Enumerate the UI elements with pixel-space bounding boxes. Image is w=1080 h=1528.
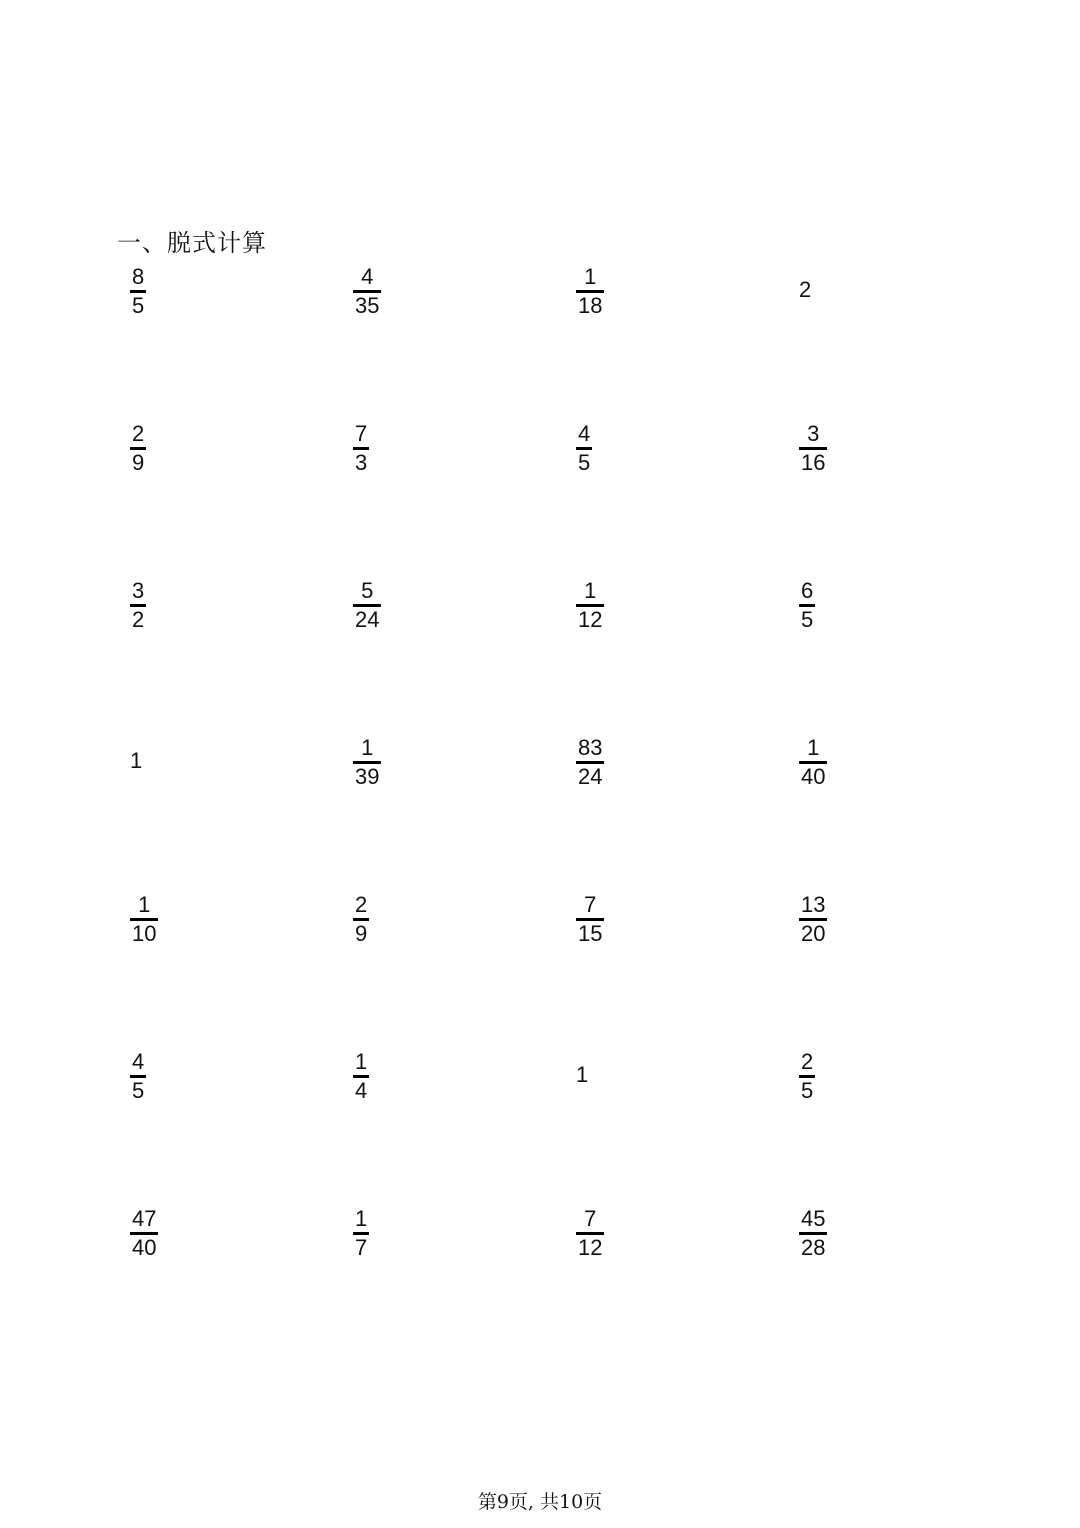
answer-fraction <box>130 265 146 318</box>
answer-whole-number: 2 <box>799 277 812 302</box>
fraction-denominator: 16 <box>801 449 826 475</box>
fraction-numerator: 2 <box>132 421 145 446</box>
answer-item <box>130 579 146 639</box>
answer-item <box>130 422 146 482</box>
fraction-denominator: 40 <box>132 1234 157 1260</box>
fraction-numerator: 2 <box>355 892 368 917</box>
answer-item <box>799 579 815 639</box>
fraction-denominator: 5 <box>578 449 591 475</box>
answer-item <box>576 422 592 482</box>
answer-item <box>130 736 142 796</box>
answer-item <box>130 265 146 325</box>
fraction-numerator: 2 <box>801 1049 814 1074</box>
answer-fraction <box>576 736 604 789</box>
fraction-numerator: 4 <box>132 1049 145 1074</box>
fraction-denominator: 15 <box>578 920 603 946</box>
fraction-numerator: 1 <box>361 735 374 760</box>
answer-item <box>130 1207 158 1267</box>
fraction-denominator: 12 <box>578 606 603 632</box>
answer-fraction <box>130 579 146 632</box>
fraction-numerator: 7 <box>355 421 368 446</box>
answer-fraction <box>353 1207 369 1260</box>
answer-item <box>353 1050 369 1110</box>
fraction-denominator: 18 <box>578 292 603 318</box>
answer-item <box>799 736 827 796</box>
answer-fraction <box>353 579 381 632</box>
answer-item <box>353 893 369 953</box>
answer-item <box>130 893 158 953</box>
fraction-numerator: 5 <box>361 578 374 603</box>
fraction-denominator: 24 <box>355 606 380 632</box>
fraction-denominator: 5 <box>801 606 814 632</box>
fraction-numerator: 3 <box>807 421 820 446</box>
answer-item <box>353 736 381 796</box>
fraction-denominator: 5 <box>801 1077 814 1103</box>
answer-whole-number: 1 <box>576 1062 589 1087</box>
answer-fraction <box>353 893 369 946</box>
fraction-numerator: 1 <box>584 264 597 289</box>
answer-item <box>353 579 381 639</box>
answer-fraction <box>130 422 146 475</box>
answer-fraction <box>353 422 369 475</box>
answer-item <box>799 1207 827 1267</box>
fraction-numerator: 7 <box>584 1206 597 1231</box>
answer-fraction <box>353 265 381 318</box>
answer-item <box>576 265 604 325</box>
answer-item <box>130 1050 146 1110</box>
answer-item <box>353 1207 369 1267</box>
fraction-numerator: 4 <box>578 421 591 446</box>
fraction-numerator: 7 <box>584 892 597 917</box>
section-heading: 一、脱式计算 <box>117 229 267 257</box>
answer-fraction <box>130 1050 146 1103</box>
answer-item <box>576 579 604 639</box>
fraction-numerator: 4 <box>361 264 374 289</box>
answer-fraction <box>130 1207 158 1260</box>
fraction-denominator: 24 <box>578 763 603 789</box>
answer-fraction <box>576 893 604 946</box>
fraction-denominator: 20 <box>801 920 826 946</box>
answer-fraction <box>576 1207 604 1260</box>
fraction-numerator: 1 <box>584 578 597 603</box>
fraction-numerator: 6 <box>801 578 814 603</box>
fraction-numerator: 1 <box>355 1049 368 1074</box>
page-footer: 第9页, 共10页 <box>477 1491 603 1513</box>
fraction-denominator: 28 <box>801 1234 826 1260</box>
answer-fraction <box>130 893 158 946</box>
fraction-denominator: 12 <box>578 1234 603 1260</box>
fraction-numerator: 47 <box>132 1206 157 1231</box>
fraction-denominator: 40 <box>801 763 826 789</box>
fraction-numerator: 1 <box>807 735 820 760</box>
answer-item <box>799 893 827 953</box>
answer-item <box>353 422 369 482</box>
answer-item <box>353 265 381 325</box>
fraction-denominator: 3 <box>355 449 368 475</box>
fraction-numerator: 13 <box>801 892 826 917</box>
answer-item <box>799 1050 815 1110</box>
fraction-numerator: 1 <box>355 1206 368 1231</box>
fraction-denominator: 2 <box>132 606 145 632</box>
fraction-denominator: 9 <box>132 449 145 475</box>
answer-fraction <box>799 1050 815 1103</box>
answer-fraction <box>353 736 381 789</box>
fraction-numerator: 3 <box>132 578 145 603</box>
fraction-denominator: 4 <box>355 1077 368 1103</box>
fraction-denominator: 5 <box>132 292 145 318</box>
answer-fraction <box>576 422 592 475</box>
fraction-denominator: 35 <box>355 292 380 318</box>
answer-item <box>576 736 604 796</box>
fraction-denominator: 10 <box>132 920 157 946</box>
answer-item <box>799 422 827 482</box>
answer-fraction <box>576 265 604 318</box>
fraction-numerator: 45 <box>801 1206 826 1231</box>
fraction-denominator: 7 <box>355 1234 368 1260</box>
answer-fraction <box>799 736 827 789</box>
answer-item <box>576 893 604 953</box>
answer-fraction <box>799 1207 827 1260</box>
answer-fraction <box>799 422 827 475</box>
answer-whole-number: 1 <box>130 748 143 773</box>
fraction-numerator: 8 <box>132 264 145 289</box>
answer-item <box>576 1050 588 1110</box>
answer-fraction <box>799 893 827 946</box>
answer-fraction <box>799 579 815 632</box>
fraction-numerator: 1 <box>138 892 151 917</box>
fraction-denominator: 9 <box>355 920 368 946</box>
answer-item <box>576 1207 604 1267</box>
fraction-denominator: 5 <box>132 1077 145 1103</box>
fraction-denominator: 39 <box>355 763 380 789</box>
answer-item <box>799 265 811 325</box>
answer-fraction <box>353 1050 369 1103</box>
fraction-numerator: 83 <box>578 735 603 760</box>
answer-fraction <box>576 579 604 632</box>
